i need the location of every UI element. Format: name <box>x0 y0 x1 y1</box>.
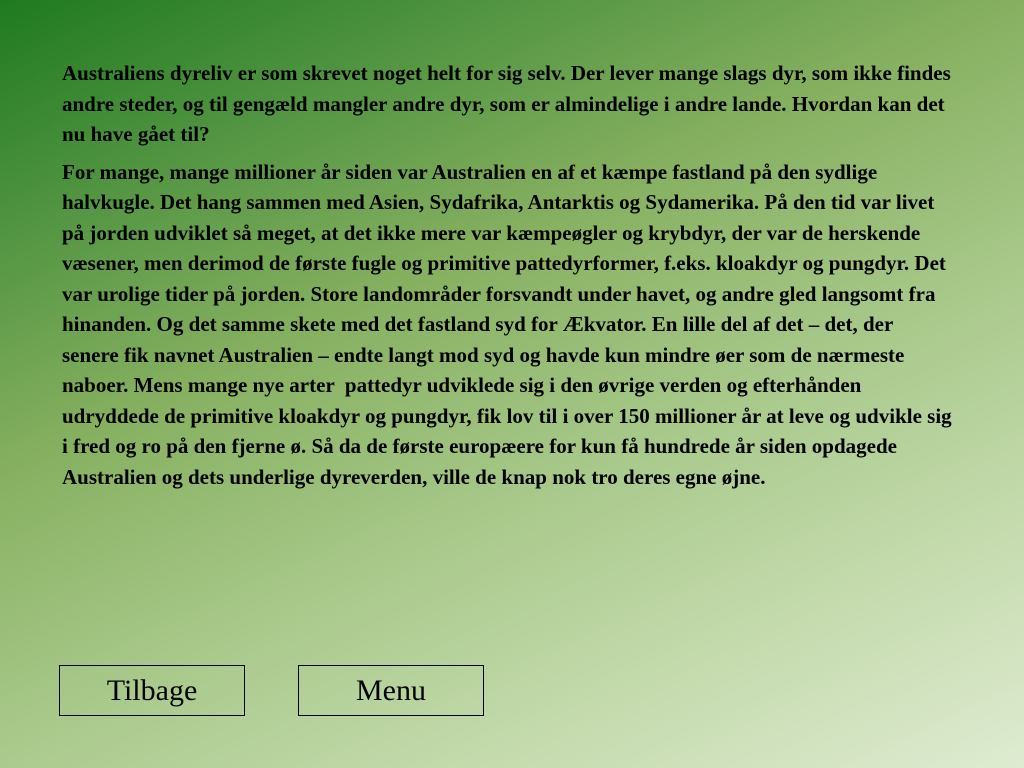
back-button[interactable]: Tilbage <box>59 665 245 716</box>
menu-button[interactable]: Menu <box>298 665 484 716</box>
paragraph-history: For mange, mange millioner år siden var Australien en af et kæmpe fastland på den sydlige halvkugle. Det hang sammen med Asien, Sydafrika, Antarktis og Sydamerika. På den tid var livet på jorden udviklet så meget, at det ikke mere var kæmpeøgler og krybdyr, der var de herskende væsener, men derimod de første fugle og primitive pattedyrformer, f.eks. kloakdyr og pungdyr. Det var urolige tider på jorden. Store landområder forsvandt under havet, og andre gled langsomt fra hinanden. Og det samme skete med det fastland syd for Ækvator. En lille del af det – det, der senere fik navnet Australien – endte langt mod syd og havde kun mindre øer som de nærmeste naboer. Mens mange nye arter pattedyr udviklede sig i den øvrige verden og efterhånden udryddede de primitive kloakdyr og pungdyr, fik lov til i over 150 millioner år at leve og udvikle sig i fred og ro på den fjerne ø. Så da de første europæere for kun få hundrede år siden opdagede Australien og dets underlige dyreverden, ville de knap nok tro deres egne øjne. <box>62 159 957 489</box>
body-text <box>62 58 957 499</box>
paragraph-intro: Australiens dyreliv er som skrevet noget helt for sig selv. Der lever mange slags dyr, som ikke findes andre steder, og til gengæld mangler andre dyr, som er almindelige i andre lande. Hvordan kan det nu have gået til? <box>62 61 957 146</box>
